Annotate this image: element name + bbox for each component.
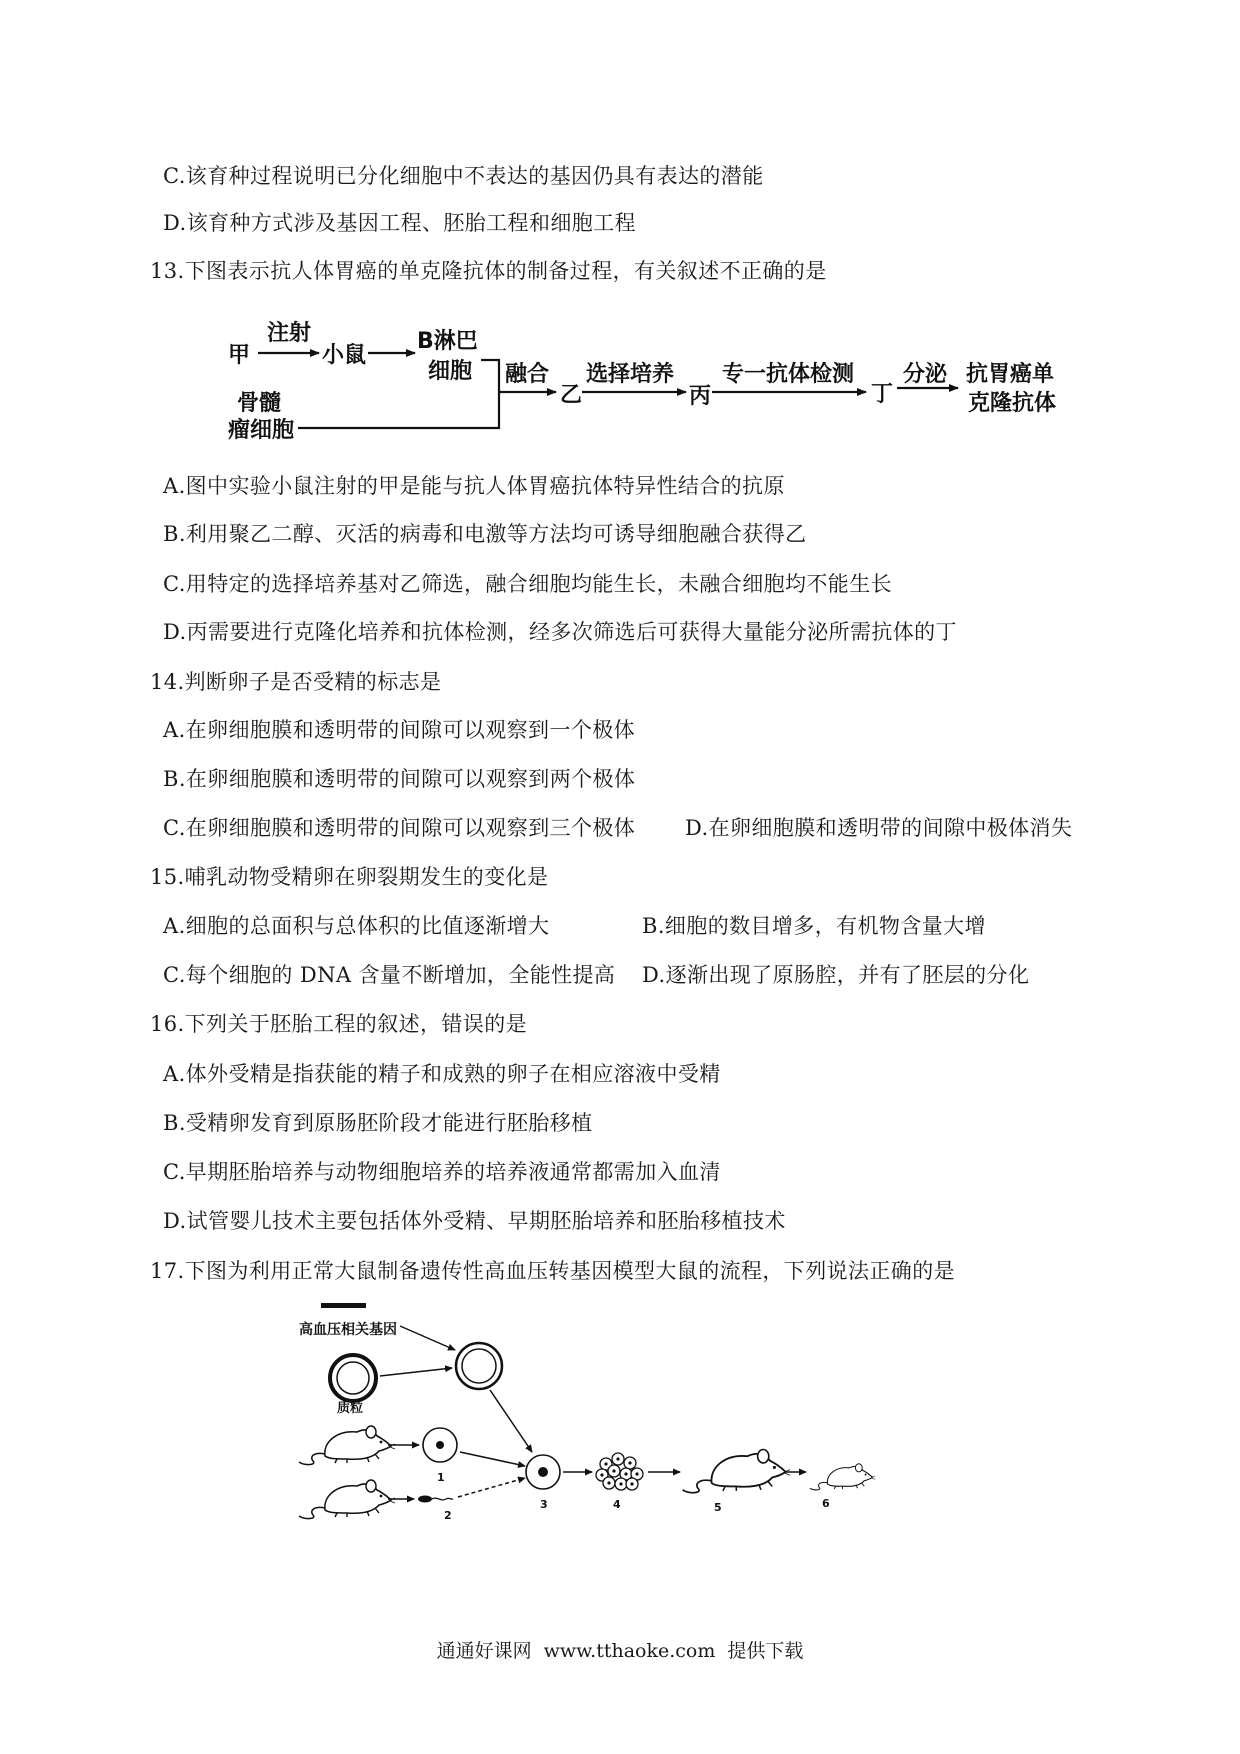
label-detect: 专一抗体检测 xyxy=(722,362,855,387)
q13-option-d: D.丙需要进行克隆化培养和抗体检测，经多次筛选后可获得大量能分泌所需抗体的丁 xyxy=(163,620,957,644)
stage-label-6: 6 xyxy=(822,1497,830,1510)
stage-label-5: 5 xyxy=(714,1501,722,1514)
label-plasmid: 质粒 xyxy=(337,1401,364,1416)
label-inject: 注射 xyxy=(267,321,312,346)
label-jia: 甲 xyxy=(228,343,251,368)
label-bing: 丙 xyxy=(689,384,712,409)
male-rat-icon xyxy=(299,1480,395,1519)
arrow-gene-to-recombinant xyxy=(400,1326,455,1350)
q14-option-d: D.在卵细胞膜和透明带的间隙中极体消失 xyxy=(685,816,1073,840)
q16-option-c: C.早期胚胎培养与动物细胞培养的培养液通常都需加入血清 xyxy=(163,1160,721,1184)
q15-stem: 15.哺乳动物受精卵在卵裂期发生的变化是 xyxy=(150,865,549,889)
q14-option-c: C.在卵细胞膜和透明带的间隙可以观察到三个极体 xyxy=(163,816,636,840)
sperm-icon xyxy=(418,1496,453,1503)
recombinant-plasmid-icon xyxy=(456,1343,502,1389)
egg-cell-icon xyxy=(423,1428,457,1462)
q14-option-b: B.在卵细胞膜和透明带的间隙可以观察到两个极体 xyxy=(163,767,636,791)
page-footer: 通通好课网 www.tthaoke.com 提供下载 xyxy=(436,1640,804,1662)
stage-label-2: 2 xyxy=(444,1509,452,1522)
q16-option-d: D.试管婴儿技术主要包括体外受精、早期胚胎培养和胚胎移植技术 xyxy=(163,1209,786,1233)
q13-option-a: A.图中实验小鼠注射的甲是能与抗人体胃癌抗体特异性结合的抗原 xyxy=(163,474,785,498)
zygote-icon xyxy=(526,1455,560,1489)
stage-label-1: 1 xyxy=(437,1471,445,1484)
label-product-1: 抗胃癌单 xyxy=(966,362,1055,387)
label-ding: 丁 xyxy=(871,382,894,407)
label-mouse: 小鼠 xyxy=(322,343,367,368)
q15-option-a: A.细胞的总面积与总体积的比值逐渐增大 xyxy=(163,914,550,938)
label-secrete: 分泌 xyxy=(903,362,948,387)
q16-stem: 16.下列关于胚胎工程的叙述，错误的是 xyxy=(150,1012,527,1036)
female-rat-icon xyxy=(299,1426,395,1465)
q13-stem: 13.下图表示抗人体胃癌的单克隆抗体的制备过程，有关叙述不正确的是 xyxy=(150,259,827,283)
label-yi: 乙 xyxy=(560,383,583,408)
surrogate-rat-icon xyxy=(683,1449,791,1492)
arrow-recombinant-to-zygote xyxy=(490,1390,532,1452)
label-gene: 高血压相关基因 xyxy=(299,1322,397,1338)
q15-option-c: C.每个细胞的 DNA 含量不断增加，全能性提高 xyxy=(163,963,616,987)
label-myeloma-1: 骨髓 xyxy=(237,391,282,416)
q15-option-b: B.细胞的数目增多，有机物含量大增 xyxy=(642,914,986,938)
label-b-cell-2: 细胞 xyxy=(428,359,473,384)
q17-stem: 17.下图为利用正常大鼠制备遗传性高血压转基因模型大鼠的流程，下列说法正确的是 xyxy=(150,1259,955,1283)
label-myeloma-2: 瘤细胞 xyxy=(228,418,295,443)
arrow-sperm-to-zygote xyxy=(458,1478,525,1497)
q12-option-d: D.该育种方式涉及基因工程、胚胎工程和细胞工程 xyxy=(163,211,636,235)
label-b-cell-1: B淋巴 xyxy=(417,329,478,354)
q14-option-a: A.在卵细胞膜和透明带的间隙可以观察到一个极体 xyxy=(163,718,636,742)
early-embryo-icon xyxy=(596,1453,643,1490)
antibody-flow-diagram xyxy=(0,310,1240,450)
arrow-plasmid-to-recombinant xyxy=(380,1368,452,1376)
label-product-2: 克隆抗体 xyxy=(968,391,1057,416)
gene-bar-icon xyxy=(321,1303,366,1308)
q13-option-c: C.用特定的选择培养基对乙筛选，融合细胞均能生长，未融合细胞均不能生长 xyxy=(163,572,892,596)
offspring-rat-icon xyxy=(810,1464,875,1490)
q12-option-c: C.该育种过程说明已分化细胞中不表达的基因仍具有表达的潜能 xyxy=(163,164,764,188)
q15-option-d: D.逐渐出现了原肠腔，并有了胚层的分化 xyxy=(642,963,1030,987)
q13-option-b: B.利用聚乙二醇、灭活的病毒和电激等方法均可诱导细胞融合获得乙 xyxy=(163,522,807,546)
q16-option-b: B.受精卵发育到原肠胚阶段才能进行胚胎移植 xyxy=(163,1111,593,1135)
transgenic-rat-flow-diagram xyxy=(0,1295,1240,1535)
stage-label-3: 3 xyxy=(540,1498,548,1511)
stage-label-4: 4 xyxy=(613,1498,621,1511)
label-select: 选择培养 xyxy=(586,362,675,387)
arrow-egg-to-zygote xyxy=(460,1452,525,1466)
q14-stem: 14.判断卵子是否受精的标志是 xyxy=(150,670,442,694)
plasmid-icon xyxy=(330,1355,376,1401)
label-fuse: 融合 xyxy=(505,362,550,387)
q16-option-a: A.体外受精是指获能的精子和成熟的卵子在相应溶液中受精 xyxy=(163,1062,721,1086)
